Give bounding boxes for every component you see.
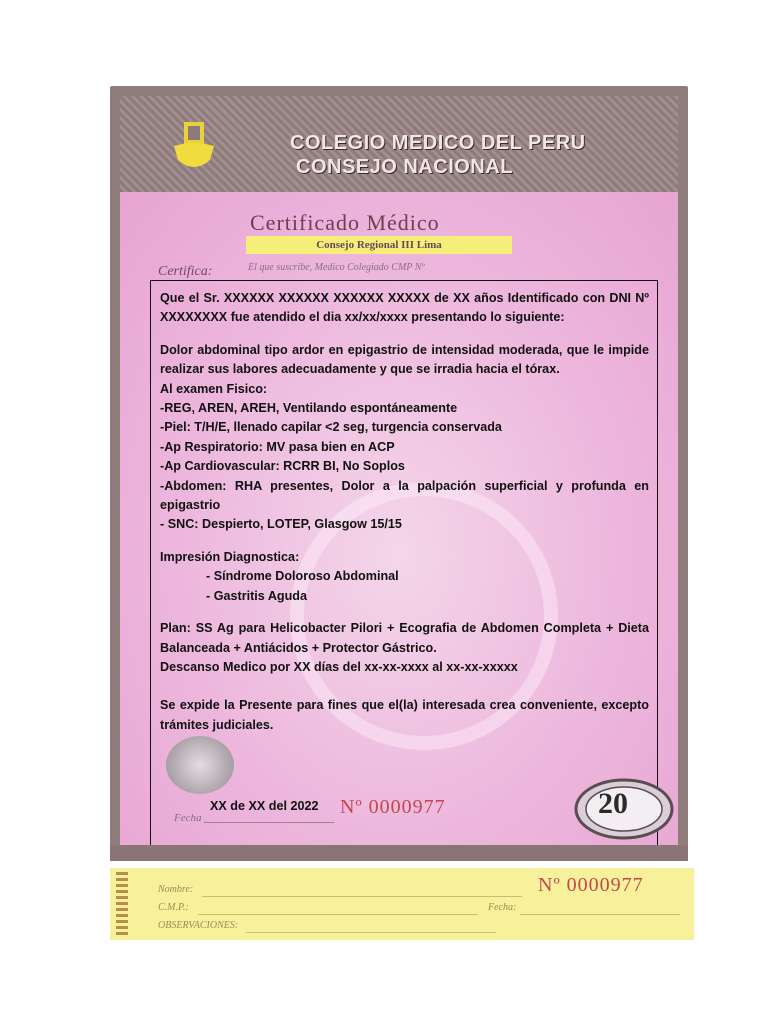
exam-item: -Ap Cardiovascular: RCRR BI, No Soplos — [160, 459, 405, 474]
stub-number: Nº 0000977 — [538, 874, 644, 896]
org-line-1: COLEGIO MEDICO DEL PERU — [290, 132, 586, 154]
perforation-edge — [116, 872, 128, 936]
stub-fecha-line — [520, 914, 680, 915]
receipt-stub — [110, 868, 694, 940]
certificate-number: Nº 0000977 — [340, 796, 446, 818]
certificate-header — [120, 96, 678, 192]
exam-title: Al examen Fisico: — [160, 381, 268, 396]
issue-date: XX de XX del 2022 — [210, 799, 319, 813]
rest-text: Descanso Medico por XX días del xx-xx-xxxx al xx-xx-xxxxx — [160, 659, 518, 674]
plan-text: Plan: SS Ag para Helicobacter Pilori + Ecografia de Abdomen Completa + Dieta Balanceada + Antiácidos + Protector Gástrico. — [160, 621, 649, 655]
fecha-label: Fecha — [174, 812, 202, 824]
medical-college-logo-icon — [166, 120, 222, 176]
stub-observaciones-line — [246, 932, 496, 933]
regional-council-banner: Consejo Regional III Lima — [246, 236, 512, 254]
exam-item: -Ap Respiratorio: MV pasa bien en ACP — [160, 439, 395, 454]
patient-intro: Que el Sr. XXXXXX XXXXXX XXXXXX XXXXX de XX años Identificado con DNI Nº XXXXXXXX fue atendido el dia xx/xx/xxxx presentando lo siguiente: — [160, 291, 649, 325]
stub-cmp-label: C.M.P.: — [158, 902, 189, 913]
stub-cmp-line — [198, 914, 478, 915]
signatory-line: El que suscribe, Medico Colegiado CMP Nº — [248, 262, 425, 273]
org-line-2: CONSEJO NACIONAL — [296, 156, 513, 178]
fecha-underline — [204, 822, 334, 823]
price-value: 20 — [598, 787, 628, 820]
diagnosis-title: Impresión Diagnostica: — [160, 549, 300, 564]
certificate-title: Certificado Médico — [250, 210, 440, 235]
diagnosis-item: - Síndrome Doloroso Abdominal — [206, 569, 399, 584]
diagnosis-item: - Gastritis Aguda — [206, 588, 307, 603]
exam-item: -Abdomen: RHA presentes, Dolor a la palpación superficial y profunda en epigastrio — [160, 478, 649, 513]
stub-observaciones-label: OBSERVACIONES: — [158, 920, 239, 931]
complaint-text: Dolor abdominal tipo ardor en epigastrio de intensidad moderada, que le impide realizar sus labores adecuadamente y que se irradia hacia el tórax. — [160, 342, 649, 377]
stub-fecha-label: Fecha: — [488, 902, 517, 913]
exam-item: -REG, AREN, AREH, Ventilando espontáneamente — [160, 401, 458, 416]
exam-item: - SNC: Despierto, LOTEP, Glasgow 15/15 — [160, 517, 402, 532]
bottom-border-strip — [110, 845, 688, 861]
closing-text: Se expide la Presente para fines que el(la) interesada crea conveniente, excepto trámites judiciales. — [160, 698, 649, 732]
certifica-label: Certifica: — [158, 264, 213, 279]
certificate-body — [150, 280, 658, 846]
exam-item: -Piel: T/H/E, llenado capilar <2 seg, turgencia conservada — [160, 420, 502, 435]
stub-nombre-label: Nombre: — [158, 884, 194, 895]
stub-nombre-line — [202, 896, 522, 897]
